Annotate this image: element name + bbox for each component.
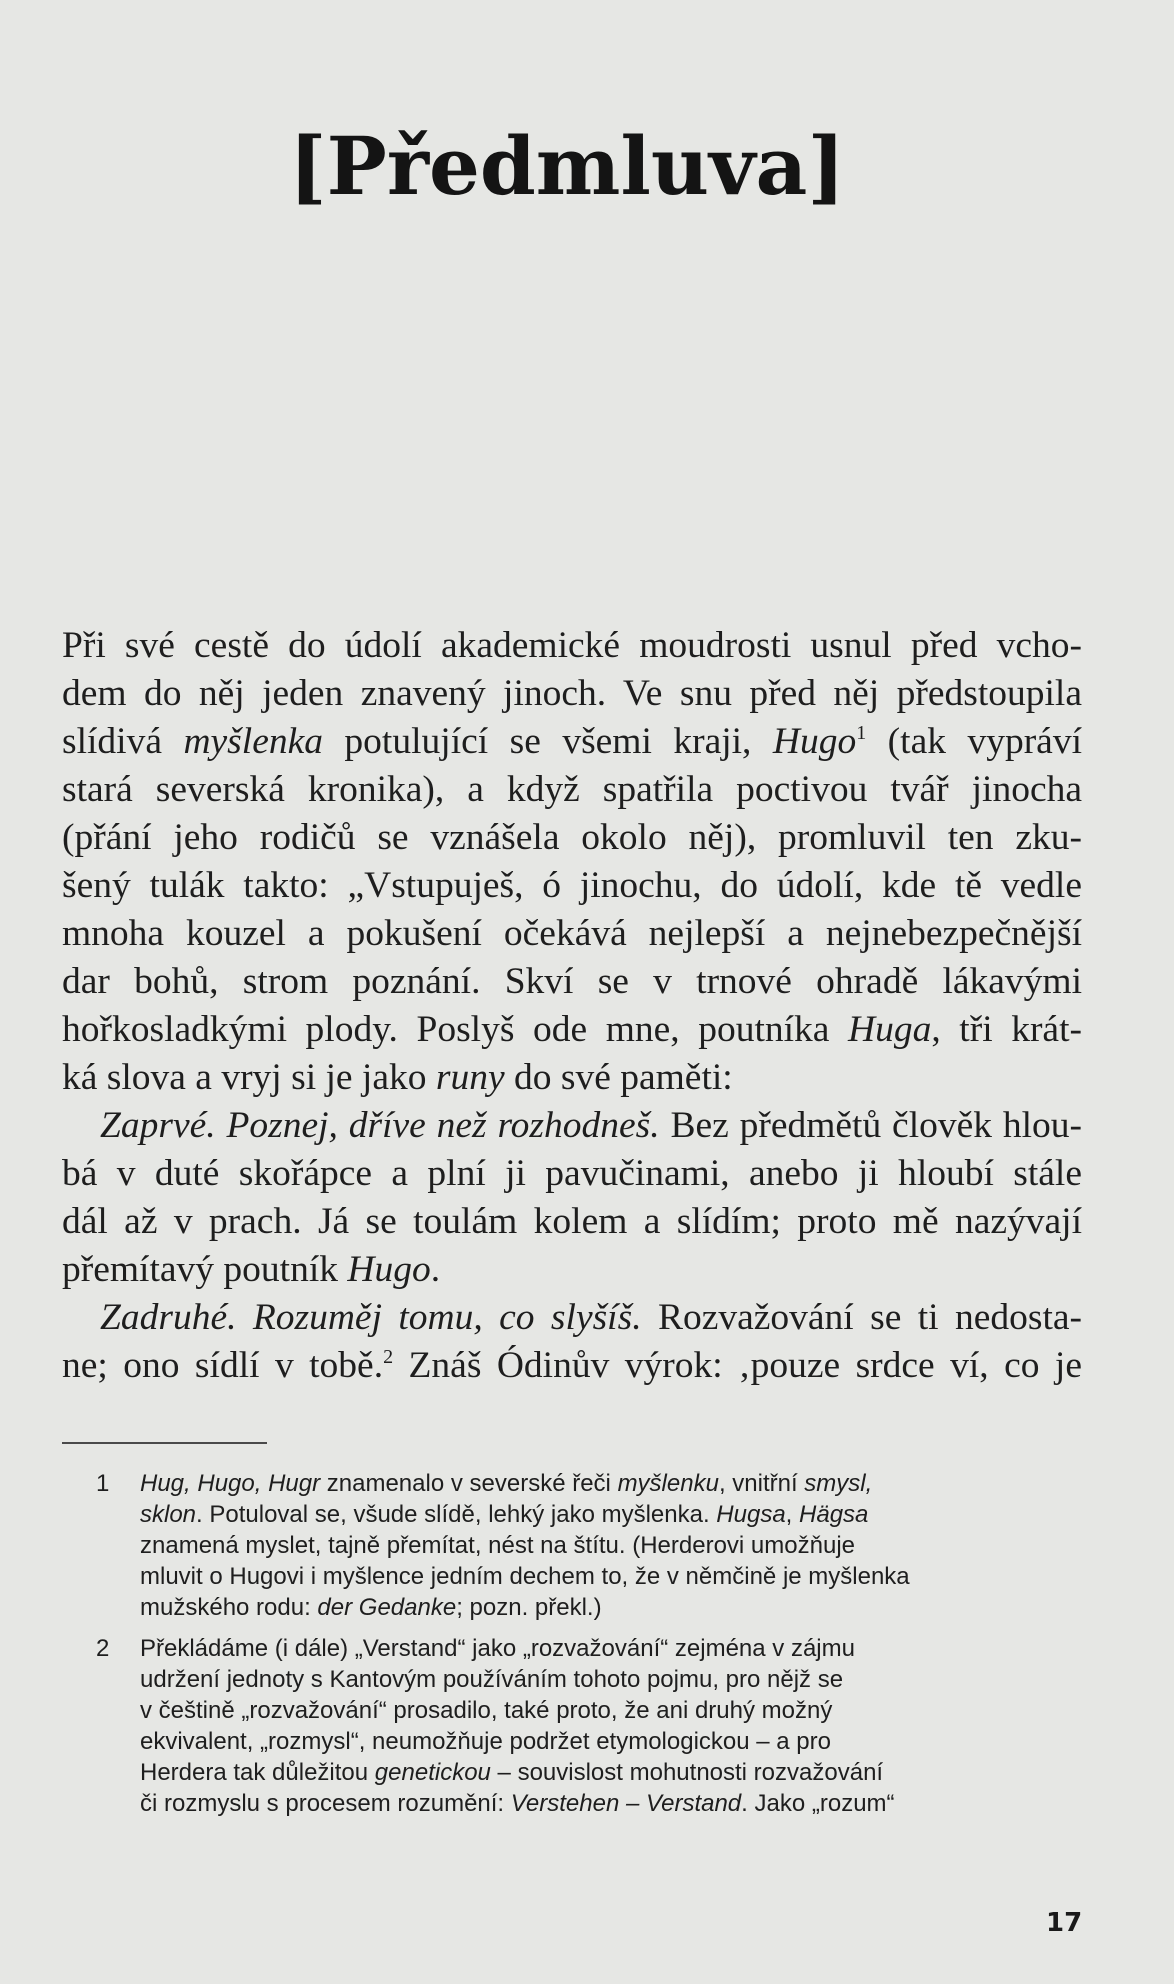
footnote-line: udržení jednoty s Kantovým používáním tohoto pojmu, pro nějž se [140, 1666, 844, 1693]
text-segment: ne; ono sídlí v tobě. [62, 1345, 384, 1386]
text-segment: dál až v prach. Já se toulám kolem a slídím; proto mě nazývají [62, 1201, 1082, 1242]
text-segment: slídivá [62, 721, 184, 762]
text-line [62, 1342, 1082, 1390]
text-segment: mužského rodu: [140, 1594, 318, 1621]
text-segment: , [785, 1501, 800, 1528]
text-segment: potulující se všemi kraji, [322, 721, 773, 762]
text-segment: znamenalo v severské řeči [320, 1470, 618, 1497]
italic-term: Hägsa [799, 1501, 869, 1528]
italic-term: sklon [140, 1501, 197, 1528]
footnote-ref: 2 [383, 1346, 394, 1368]
footnote-body [140, 1468, 1082, 1623]
text-line [62, 622, 1082, 670]
italic-term: myšlenku [617, 1470, 719, 1497]
text-line [62, 1150, 1082, 1198]
page-title: [Předmluva] [288, 119, 846, 213]
text-segment: Bez předmětů člověk hlou- [659, 1105, 1082, 1146]
italic-term: Hugsa [716, 1501, 786, 1528]
text-line [62, 1102, 1082, 1150]
text-line [62, 766, 1082, 814]
footnote-line: v češtině „rozvažování“ prosadilo, také proto, že ani druhý možný [140, 1697, 833, 1724]
main-text [62, 622, 1082, 1390]
text-line [62, 862, 1082, 910]
text-segment: přemítavý poutník [62, 1249, 348, 1290]
text-line [62, 670, 1082, 718]
footnote-line: ekvivalent, „rozmysl“, neumožňuje podržet etymologickou – a pro [140, 1728, 831, 1755]
italic-term: runy [435, 1057, 505, 1098]
footnote-body [140, 1633, 1082, 1819]
italic-term: Huga [848, 1009, 932, 1050]
footnote-line [140, 1757, 1082, 1788]
text-segment: mnoha kouzel a pokušení očekává nejlepší a nejnebezpečnější [62, 913, 1082, 954]
footnote-number: 1 [96, 1470, 110, 1497]
text-line [62, 1006, 1082, 1054]
footnote-line [140, 1468, 1082, 1499]
text-segment: . [430, 1249, 441, 1290]
page-number: 17 [1046, 1908, 1083, 1938]
text-segment: bá v duté skořápce a plní ji pavučinami, anebo ji hloubí stále [62, 1153, 1082, 1194]
italic-heading: Zaprvé. Poznej, dříve než rozhodneš. [100, 1105, 660, 1146]
footnote-line [140, 1499, 1082, 1530]
text-segment: dar bohů, strom poznání. Skví se v trnové ohradě lákavými [62, 961, 1082, 1002]
text-segment: do své paměti: [504, 1057, 733, 1098]
footnote-line: znamená myslet, tajně přemítat, nést na štítu. (Herderovi umožňuje [140, 1532, 855, 1559]
italic-term: Hug, Hugo, Hugr [140, 1470, 321, 1497]
italic-term: Verstehen – Verstand [510, 1790, 742, 1817]
text-segment: , tři krát- [931, 1009, 1082, 1050]
text-segment: stará severská kronika), a když spatřila poctivou tvář jinocha [62, 769, 1082, 810]
text-segment: (tak vypráví [866, 721, 1082, 762]
text-line [62, 1246, 1082, 1294]
text-line [62, 958, 1082, 1006]
italic-term: der Gedanke [317, 1594, 457, 1621]
italic-term: Hugo [347, 1249, 431, 1290]
text-segment: , vnitřní [718, 1470, 805, 1497]
text-line [62, 1198, 1082, 1246]
footnote-number: 2 [96, 1635, 110, 1662]
text-segment: . Potuloval se, všude slídě, lehký jako myšlenka. [196, 1501, 717, 1528]
italic-term: myšlenka [183, 721, 323, 762]
text-segment: Rozvažování se ti nedosta- [641, 1297, 1082, 1338]
italic-term: smysl, [804, 1470, 873, 1497]
text-line [62, 814, 1082, 862]
footnotes [62, 1468, 1082, 1829]
text-line [62, 910, 1082, 958]
footnote-line: mluvit o Hugovi i myšlence jedním dechem to, že v němčině je myšlenka [140, 1563, 910, 1590]
text-line [62, 1054, 1082, 1102]
text-segment: Znáš Ódinův výrok: ‚pouze srdce ví, co je [393, 1345, 1083, 1386]
text-segment: Herdera tak důležitou [140, 1759, 375, 1786]
footnote-line [140, 1592, 1082, 1623]
text-line [62, 718, 1082, 766]
footnote-line: Překládáme (i dále) „Verstand“ jako „rozvažování“ zejména v zájmu [140, 1635, 855, 1662]
text-segment: Při své cestě do údolí akademické moudrosti usnul před vcho- [62, 625, 1082, 666]
text-segment: ká slova a vryj si je jako [62, 1057, 436, 1098]
text-line [62, 1294, 1082, 1342]
italic-term: genetickou [374, 1759, 491, 1786]
text-segment: či rozmyslu s procesem rozumění: [140, 1790, 511, 1817]
text-segment: hořkosladkými plody. Poslyš ode mne, poutníka [62, 1009, 849, 1050]
text-segment: . Jako „rozum“ [741, 1790, 895, 1817]
text-segment: dem do něj jeden znavený jinoch. Ve snu před něj předstoupila [62, 673, 1082, 714]
italic-heading: Zadruhé. Rozuměj tomu, co slyšíš. [100, 1297, 642, 1338]
text-segment: – souvislost mohutnosti rozvažování [490, 1759, 884, 1786]
footnote-1 [62, 1468, 1082, 1623]
text-segment: ; pozn. překl.) [456, 1594, 602, 1621]
text-segment: (přání jeho rodičů se vznášela okolo něj), promluvil ten zku- [62, 817, 1082, 858]
italic-term: Hugo [772, 721, 857, 762]
footnote-line [140, 1788, 1082, 1819]
text-segment: šený tulák takto: „Vstupuješ, ó jinochu, do údolí, kde tě vedle [62, 865, 1082, 906]
footnote-2 [62, 1633, 1082, 1819]
footnote-divider [62, 1442, 267, 1444]
footnote-ref: 1 [856, 722, 867, 744]
